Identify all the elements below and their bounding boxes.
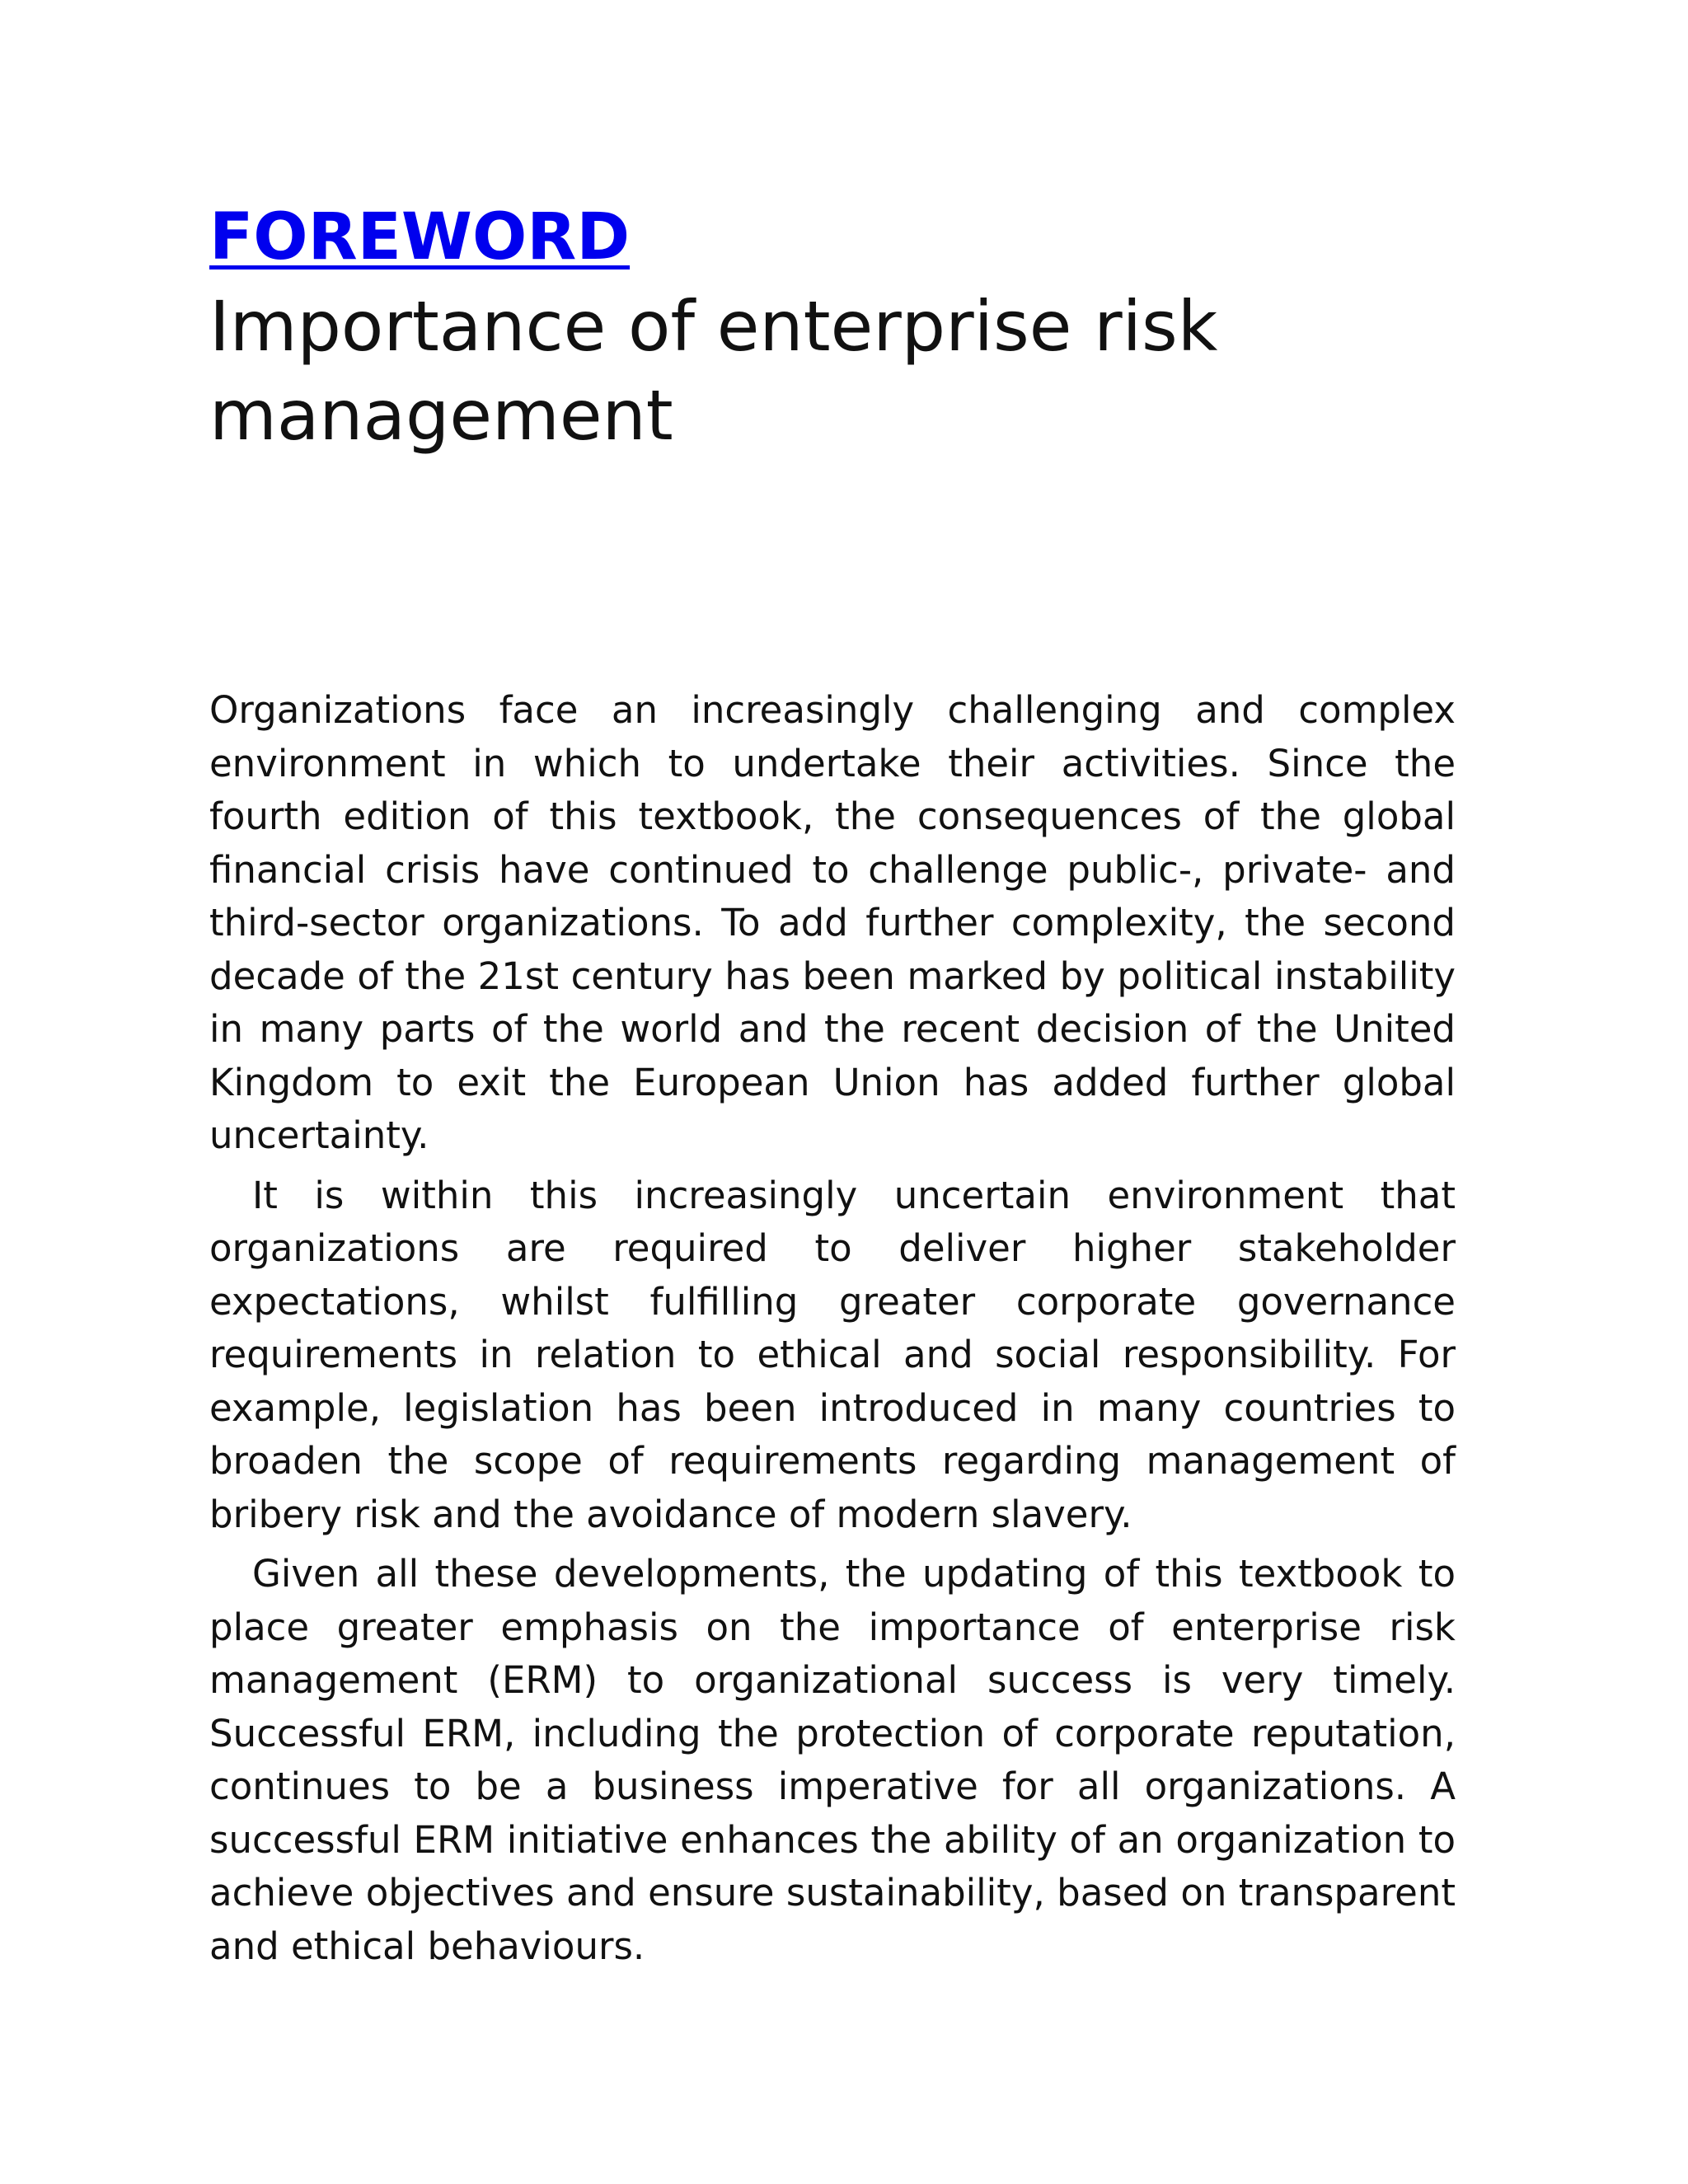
foreword-link[interactable]: FOREWORD xyxy=(209,200,631,274)
paragraph-3: Given all these developments, the updating of this textbook to place greater emphasis on the importance of enterprise risk management (ERM) to organizational success is very timely. Successful ERM, including the protection of corporate reputation, continues to be a business imperative for all organizations. A successful ERM initiative enhances the ability of an organization to achieve objectives and ensure sustainability, based on transparent and ethical behaviours. xyxy=(209,1552,1456,1968)
page-header xyxy=(209,198,1456,460)
paragraph-2: It is within this increasingly uncertain environment that organizations are required to deliver higher stakeholder expectations, whilst fulfilling greater corporate governance requirements in relation to ethical and social responsibility. For example, legislation has been introduced in many countries to broaden the scope of requirements regarding management of bribery risk and the avoidance of modern slavery. xyxy=(209,1173,1456,1536)
chapter-title: Importance of enterprise risk management xyxy=(209,286,1218,456)
paragraph-1: Organizations face an increasingly challenging and complex environment in which to undertake their activities. Since the fourth edition of this textbook, the consequences of the global financial crisis have continued to challenge public-, private- and third-sector organizations. To add further complexity, the second decade of the 21st century has been marked by political instability in many parts of the world and the recent decision of the United Kingdom to exit the European Union has added further global uncertainty. xyxy=(209,688,1456,1157)
body-text xyxy=(209,684,1456,1980)
